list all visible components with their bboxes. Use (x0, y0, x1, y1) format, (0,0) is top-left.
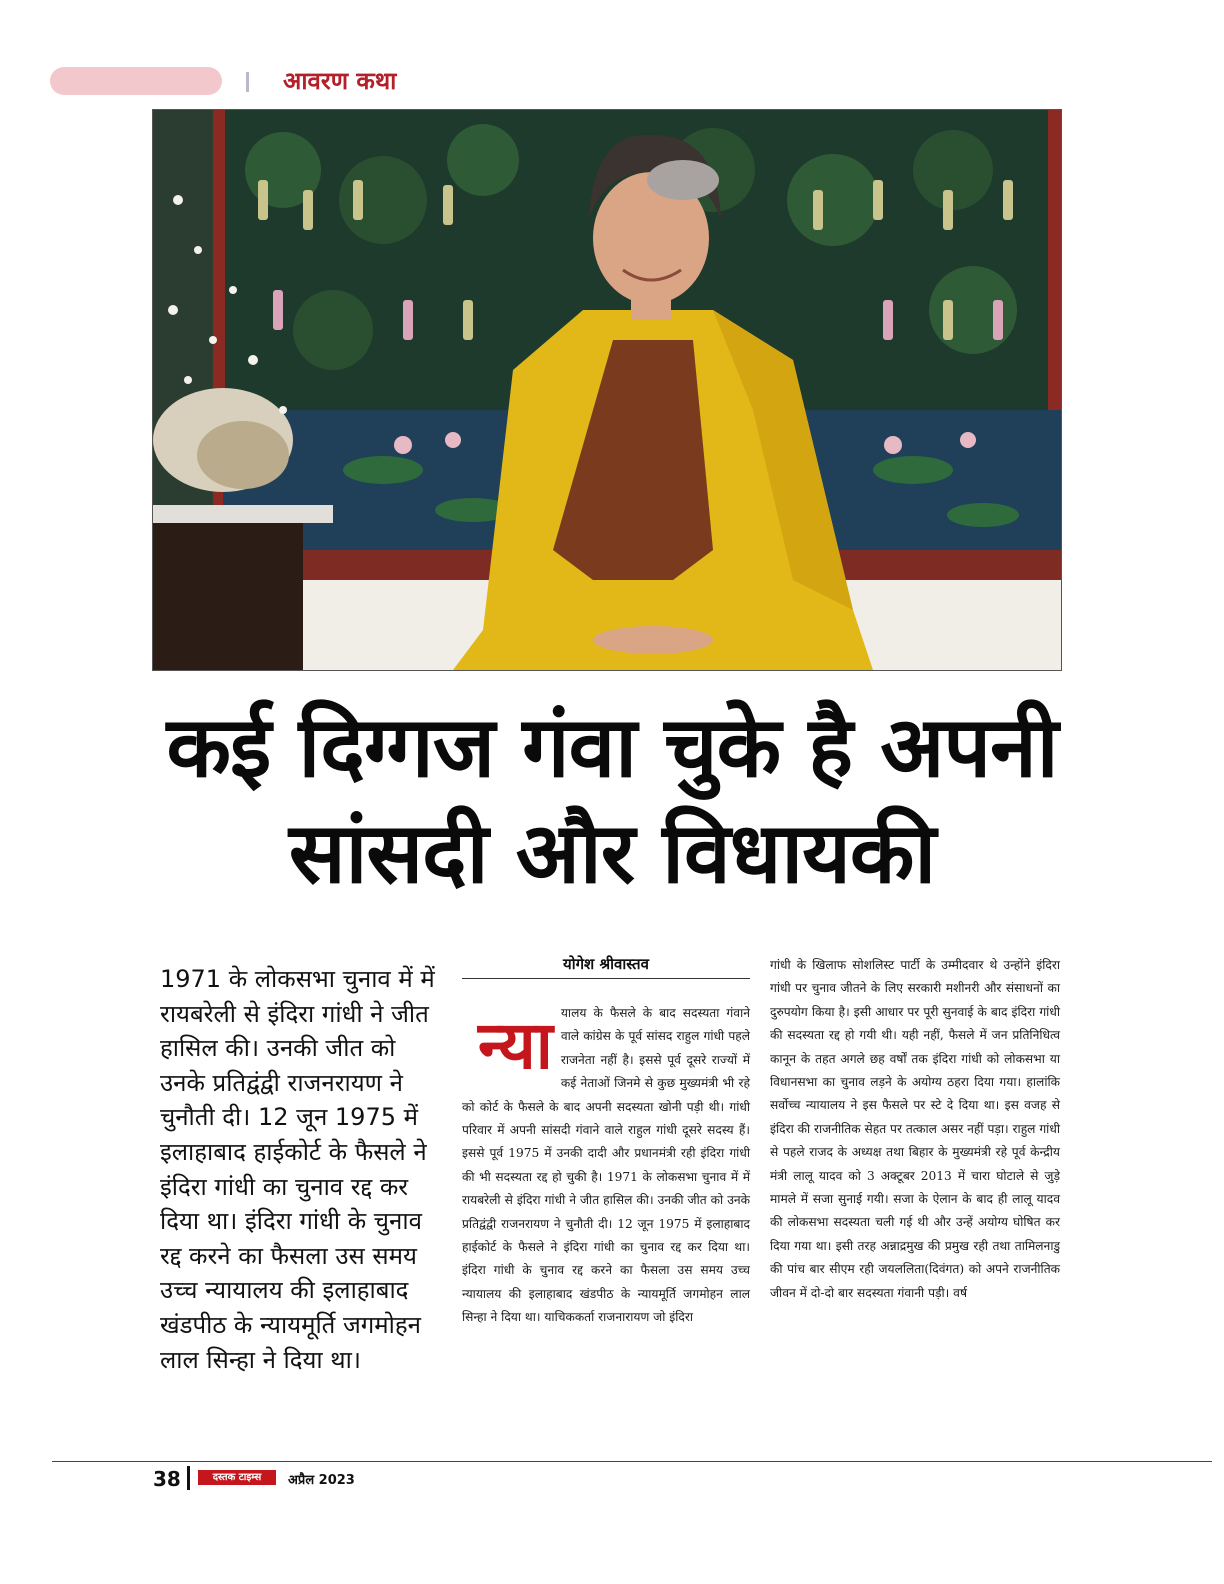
section-pill (50, 67, 222, 95)
page-number: 38 (153, 1467, 181, 1491)
issue-date: अप्रैल 2023 (288, 1473, 355, 1488)
pull-quote: 1971 के लोकसभा चुनाव में में रायबरेली से इंदिरा गांधी ने जीत हासिल की। उनकी जीत को उनके प्रतिद्वंद्वी राजनरायण ने चुनौती दी। 12 जून 1975 में इलाहाबाद हाईकोर्ट के फैसले ने इंदिरा गांधी का चुनाव रद्द कर दिया था। इंदिरा गांधी के चुनाव रद्द करने का फैसला उस समय उच्च न्यायालय की इलाहाबाद खंडपीठ के न्यायमूर्ति जगमोहन लाल सिन्हा ने दिया था। (160, 965, 435, 1374)
drop-cap: न्या (478, 1007, 553, 1084)
header-divider (246, 72, 249, 92)
headline-line-1: कई दिग्गज गंवा चुके है अपनी (166, 698, 1058, 796)
byline: योगेश श्रीवास्तव (462, 954, 750, 979)
magazine-logo: दस्तक टाइम्स (198, 1470, 276, 1485)
article-column-2: गांधी के खिलाफ सोशलिस्ट पार्टी के उम्मीदवार थे उन्होंने इंदिरा गांधी पर चुनाव जीतने के लिए सरकारी मशीनरी और संसाधनों का दुरुपयोग किया है। इसी आधार पर पूरी सुनवाई के बाद इंदिरा गांधी की सदस्यता रद्द हो गयी थी। यही नहीं, फैसले में जन प्रतिनिधित्व कानून के तहत अगले छह वर्षों तक इंदिरा गांधी को लोकसभा या विधानसभा का चुनाव लड़ने के अयोग्य ठहरा दिया गया। हालांकि सर्वोच्च न्यायालय ने इस फैसले पर स्टे दे दिया था। इस वजह से इंदिरा की राजनीतिक सेहत पर तत्काल असर नहीं पड़ा। राहुल गांधी से पहले राजद के अध्यक्ष तथा बिहार के मुख्यमंत्री रहे पूर्व केन्द्रीय मंत्री लालू यादव को 3 अक्टूबर 2013 में चारा घोटाले से जुड़े मामले में सजा सुनाई गयी। सजा के ऐलान के बाद ही लालू यादव की लोकसभा सदस्यता चली गई थी और उन्हें अयोग्य घोषित कर दिया गया था। इसी तरह अन्नाद्रमुख की प्रमुख रही तथा तामिलनाडु की पांच बार सीएम रही जयललिता(दिवंगत) को अपने राजनीतिक जीवन में दो-दो बार सदस्यता गंवानी पड़ी। वर्ष (770, 958, 1060, 1300)
article-column-1-text: यालय के फैसले के बाद सदस्यता गंवाने वाले कांग्रेस के पूर्व सांसद राहुल गांधी पहले राजनेता नहीं है। इससे पूर्व दूसरे राज्यों में कई नेताओं जिनमे से कुछ मुख्यमंत्री भी रहे को कोर्ट के फैसले के बाद अपनी सदस्यता खोनी पड़ी थी। गांधी परिवार में अपनी सांसदी गंवाने वाले राहुल गांधी दूसरे सदस्य हैं। इससे पूर्व 1975 में उनकी दादी और प्रधानमंत्री रही इंदिरा गांधी की भी सदस्यता रद्द हो चुकी है। 1971 के लोकसभा चुनाव में में रायबरेली से इंदिरा गांधी ने जीत हासिल की। उनकी जीत को उनके प्रतिद्वंद्वी राजनरायण ने चुनौती दी। 12 जून 1975 में इलाहाबाद हाईकोर्ट के फैसले ने इंदिरा गांधी का चुनाव रद्द कर दिया था। इंदिरा गांधी के चुनाव रद्द करने का फैसला उस समय उच्च न्यायालय की इलाहाबाद खंडपीठ के न्यायमूर्ति जगमोहन लाल सिन्हा ने दिया था। याचिककर्ता राजनारायण जो इंदिरा (462, 1006, 750, 1325)
hero-photo (152, 109, 1062, 671)
section-label: आवरण कथा (283, 67, 397, 95)
footer-rule (52, 1461, 1212, 1462)
headline (100, 694, 1124, 906)
hero-illustration (153, 110, 1061, 670)
footer-divider (187, 1466, 190, 1490)
headline-line-2: सांसदी और विधायकी (288, 804, 936, 902)
article-column-1 (462, 1002, 750, 1330)
